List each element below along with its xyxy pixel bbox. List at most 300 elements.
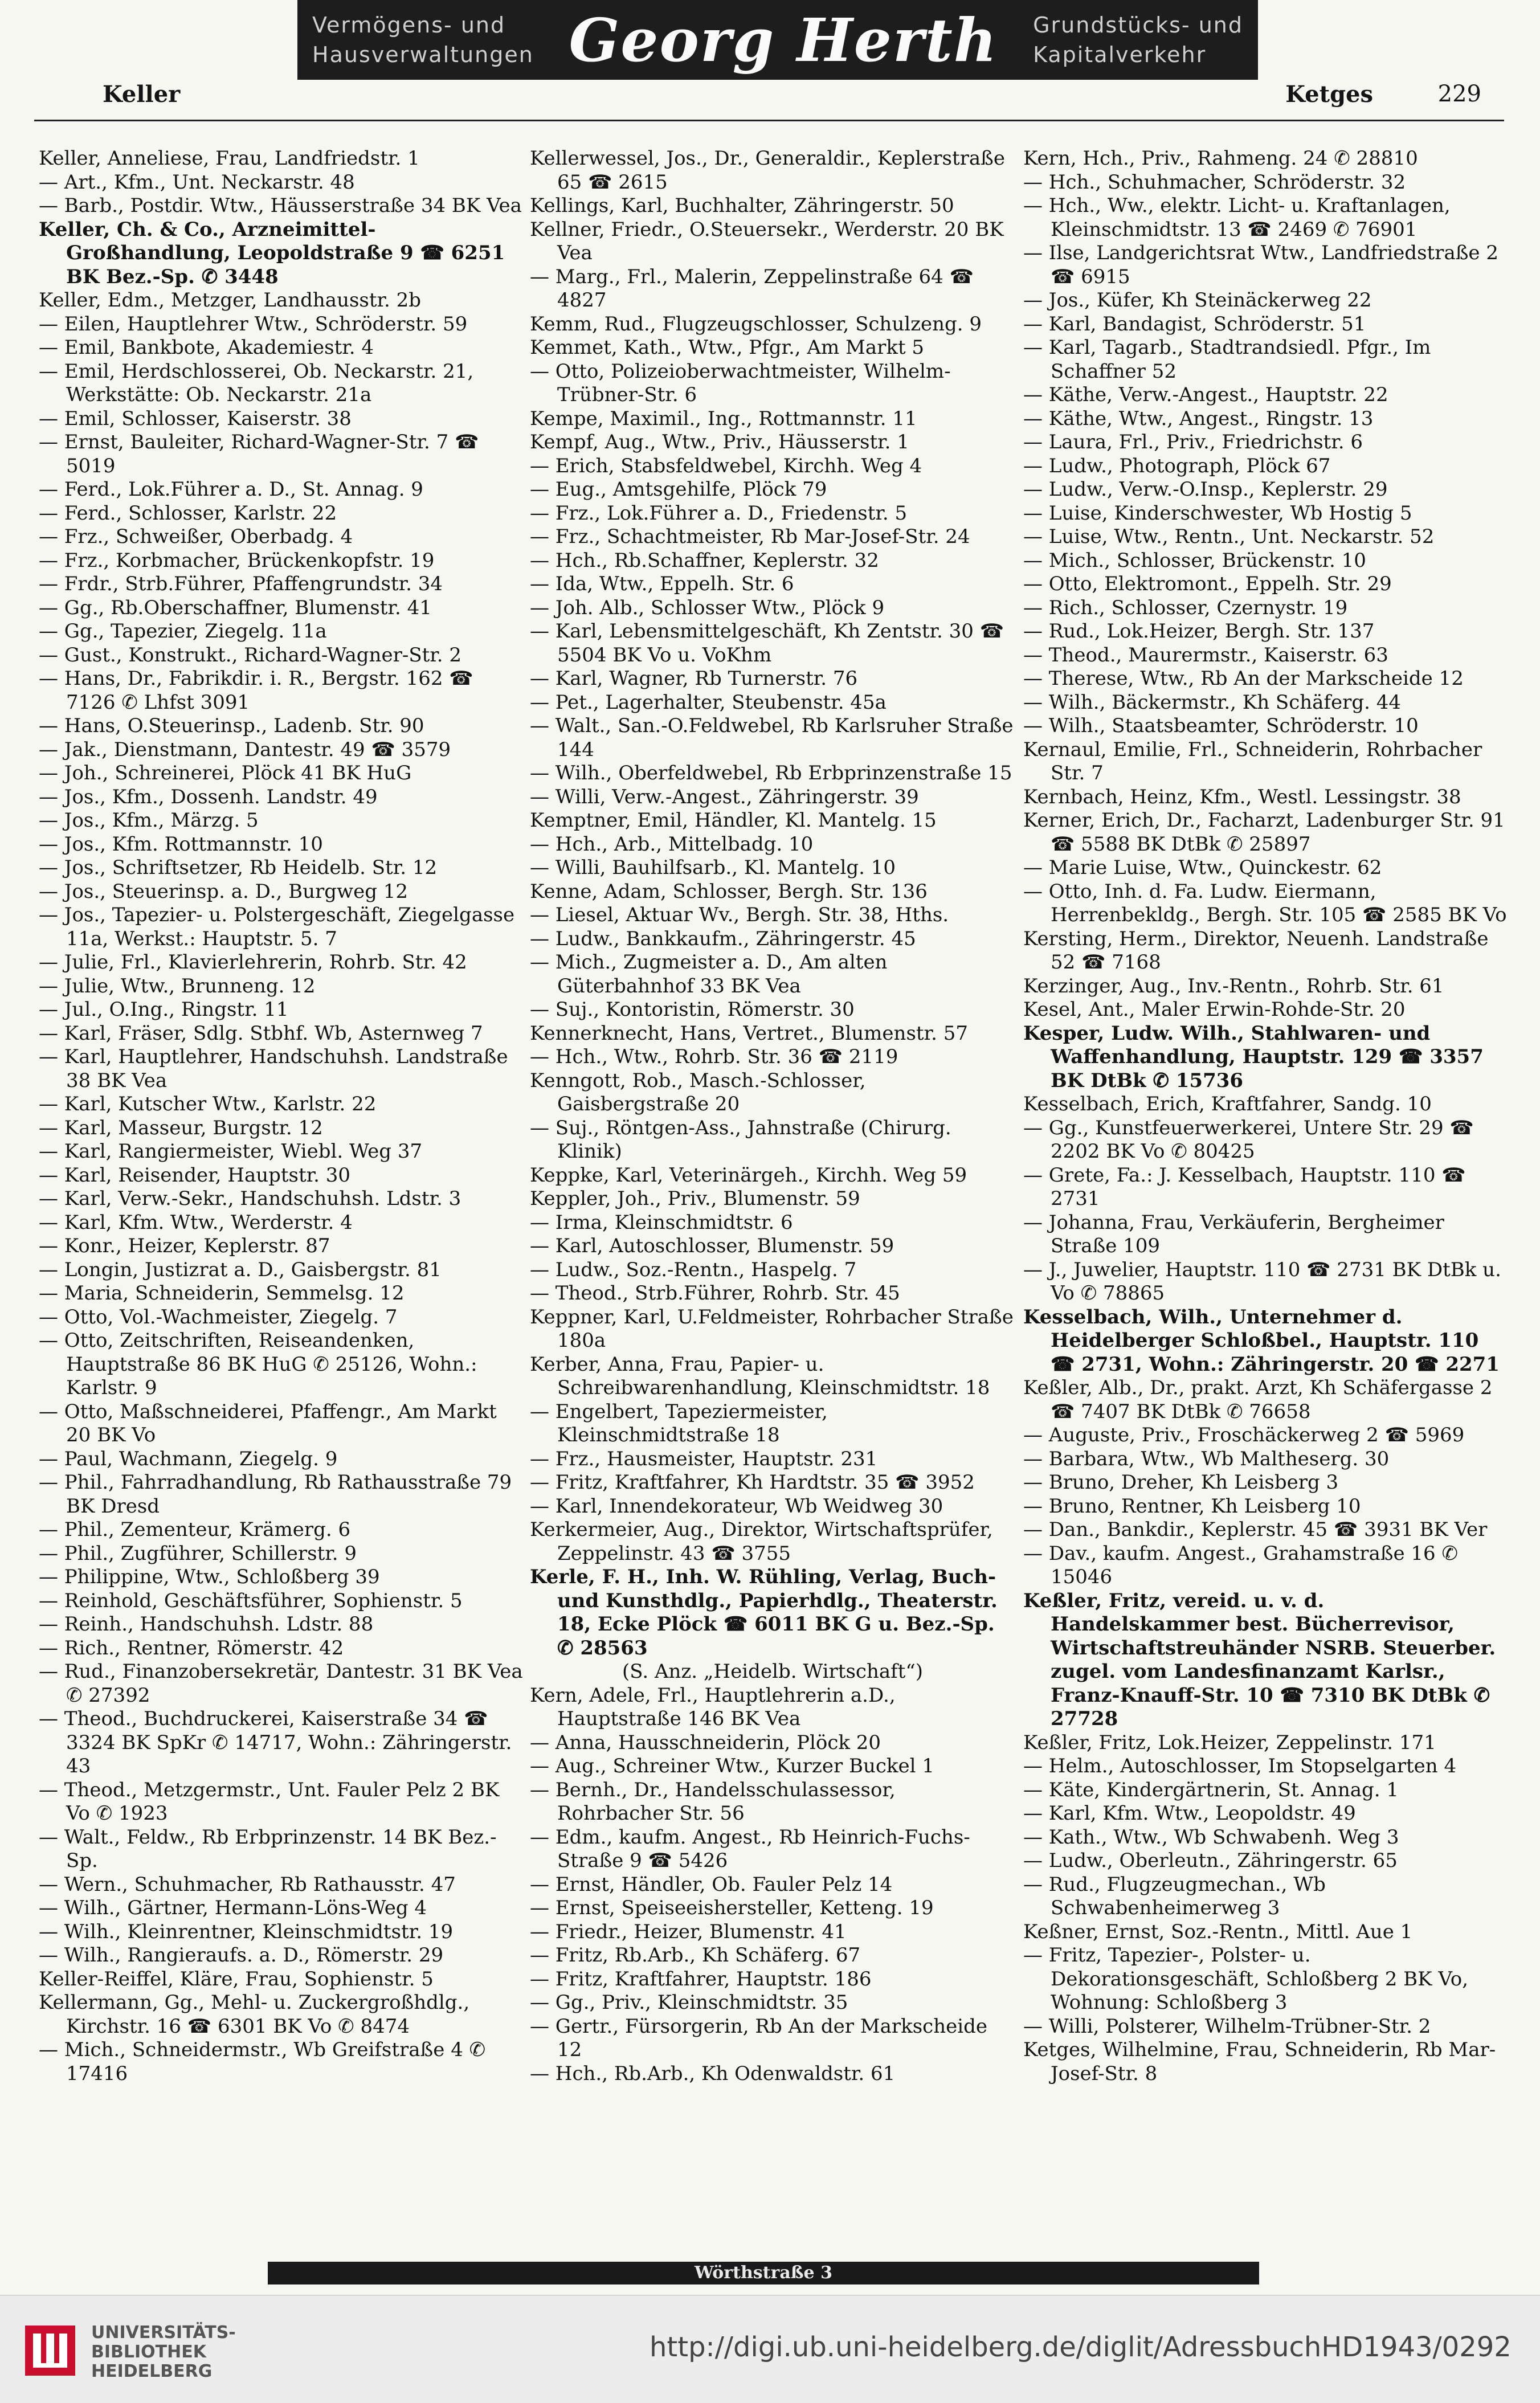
directory-entry-text: — Kath., Wtw., Wb Schwabenh. Weg 3 xyxy=(1023,1825,1399,1849)
directory-entry xyxy=(530,691,1015,715)
directory-entry-text: — Karl, Bandagist, Schröderstr. 51 xyxy=(1023,312,1366,336)
directory-entry xyxy=(530,1660,1015,1684)
directory-entry xyxy=(530,1991,1015,2015)
directory-entry xyxy=(1023,1589,1509,1731)
directory-entry-text: — Frz., Korbmacher, Brückenkopfstr. 19 xyxy=(39,549,435,572)
directory-entry xyxy=(39,1306,524,1330)
directory-entry-text: — Jul., O.Ing., Ringstr. 11 xyxy=(39,998,289,1021)
directory-entry xyxy=(39,1968,524,1992)
directory-entry-text: — Jos., Kfm., Märzg. 5 xyxy=(39,809,259,832)
directory-entry-text: — Jos., Tapezier- u. Polstergeschäft, Ziegelgasse 11a, Werkst.: Hauptstr. 5. 7 xyxy=(39,904,515,950)
directory-entry-text: — Emil, Schlosser, Kaiserstr. 38 xyxy=(39,407,352,430)
directory-entry xyxy=(530,525,1015,549)
directory-entry-text: — Walt., San.-O.Feldwebel, Rb Karlsruher Straße 144 xyxy=(530,714,1014,761)
directory-entry-text: — Helm., Autoschlosser, Im Stopselgarten 4 xyxy=(1023,1755,1457,1777)
directory-entry-text: — Willi, Bauhilfsarb., Kl. Mantelg. 10 xyxy=(530,856,896,879)
directory-entry xyxy=(39,1566,524,1589)
directory-entry xyxy=(1023,242,1509,289)
directory-entry-text: Keßler, Alb., Dr., prakt. Arzt, Kh Schäfergasse 2 ☎ 7407 BK DtBk ✆ 76658 xyxy=(1023,1376,1493,1423)
directory-entry xyxy=(1023,998,1509,1022)
directory-entry-text: — Ernst, Bauleiter, Richard-Wagner-Str. 7 ☎ 5019 xyxy=(39,431,479,477)
directory-entry xyxy=(530,1045,1015,1069)
directory-entry xyxy=(39,1117,524,1141)
directory-entry xyxy=(39,856,524,880)
directory-entry-text: Kesel, Ant., Maler Erwin-Rohde-Str. 20 xyxy=(1023,998,1406,1021)
directory-entry xyxy=(530,1282,1015,1306)
directory-entry xyxy=(39,502,524,526)
directory-entry xyxy=(39,431,524,478)
directory-entry xyxy=(530,1920,1015,1944)
directory-entry xyxy=(39,667,524,714)
directory-entry-text: — Jak., Dienstmann, Dantestr. 49 ☎ 3579 xyxy=(39,738,451,761)
directory-entry-text: Keßler, Fritz, vereid. u. v. d. Handelskammer best. Bücherrevisor, Wirtschaftstreuhänder NSRB. Steuerber. zugel. vom Landesfinanzamt Karlsr., Franz-Knauff-Str. 10 ☎ 7310 BK DtBk ✆ 27728 xyxy=(1023,1589,1496,1730)
column-2 xyxy=(530,147,1015,2086)
directory-entry-text: — Karl, Fräser, Sdlg. Stbhf. Wb, Asternweg 7 xyxy=(39,1021,483,1045)
directory-entry xyxy=(39,360,524,407)
running-head xyxy=(85,74,1498,112)
directory-entry xyxy=(530,2062,1015,2086)
directory-entry xyxy=(39,1826,524,1873)
directory-entry-text: — Ernst, Speiseeishersteller, Ketteng. 19 xyxy=(530,1897,934,1919)
directory-entry-text: — Reinh., Handschuhsh. Ldstr. 88 xyxy=(39,1613,374,1636)
directory-entry-text: — Käte, Kindergärtnerin, St. Annag. 1 xyxy=(1023,1778,1399,1801)
directory-entry-text: — Karl, Autoschlosser, Blumenstr. 59 xyxy=(530,1235,894,1257)
directory-entry-text: Kern, Adele, Frl., Hauptlehrerin a.D., Hauptstraße 146 BK Vea xyxy=(530,1683,896,1730)
column-1 xyxy=(39,147,524,2086)
directory-entry xyxy=(1023,714,1509,738)
directory-entry-text: — Edm., kaufm. Angest., Rb Heinrich-Fuchs-Straße 9 ☎ 5426 xyxy=(530,1825,970,1872)
directory-entry xyxy=(530,1258,1015,1282)
directory-entry xyxy=(1023,1779,1509,1803)
directory-entry-text: — Käthe, Wtw., Angest., Ringstr. 13 xyxy=(1023,407,1374,430)
directory-entry-text: — Gg., Priv., Kleinschmidtstr. 35 xyxy=(530,1991,848,2014)
directory-entry xyxy=(39,407,524,431)
directory-entry-text: — Suj., Kontoristin, Römerstr. 30 xyxy=(530,998,855,1021)
directory-entry xyxy=(530,194,1015,218)
directory-entry xyxy=(530,951,1015,998)
directory-entry-text: Keppler, Joh., Priv., Blumenstr. 59 xyxy=(530,1187,860,1210)
directory-entry xyxy=(1023,1542,1509,1589)
directory-entry xyxy=(530,809,1015,833)
directory-entry-text: — Bruno, Dreher, Kh Leisberg 3 xyxy=(1023,1471,1339,1494)
directory-entry xyxy=(39,1707,524,1779)
directory-entry-text: — Art., Kfm., Unt. Neckarstr. 48 xyxy=(39,170,355,194)
directory-entry-text: — Karl, Kfm. Wtw., Werderstr. 4 xyxy=(39,1211,353,1234)
directory-entry-text: — Theod., Metzgermstr., Unt. Fauler Pelz 2 BK Vo ✆ 1923 xyxy=(39,1778,500,1825)
directory-entry-text: Kellings, Karl, Buchhalter, Zähringerstr. 50 xyxy=(530,194,954,217)
directory-entry xyxy=(530,1897,1015,1920)
directory-entry-text: — Ernst, Händler, Ob. Fauler Pelz 14 xyxy=(530,1873,893,1896)
directory-entry-text: — Theod., Buchdruckerei, Kaiserstraße 34 ☎ 3324 BK SpKr ✆ 14717, Wohn.: Zähringerstr. 43 xyxy=(39,1707,512,1777)
directory-entry xyxy=(39,786,524,810)
directory-entry xyxy=(39,1164,524,1188)
directory-entry xyxy=(39,2038,524,2086)
directory-entry-text: — Ludw., Soz.-Rentn., Haspelg. 7 xyxy=(530,1258,857,1281)
directory-entry-text: — Willi, Verw.-Angest., Zähringerstr. 39 xyxy=(530,785,919,808)
directory-entry xyxy=(39,336,524,360)
directory-entry-text: Kellermann, Gg., Mehl- u. Zuckergroßhdlg., Kirchstr. 16 ☎ 6301 BK Vo ✆ 8474 xyxy=(39,1991,470,2038)
directory-entry-text: Kerzinger, Aug., Inv.-Rentn., Rohrb. Str. 61 xyxy=(1023,974,1444,998)
directory-entry xyxy=(530,1755,1015,1779)
directory-entry-text: — Hch., Schuhmacher, Schröderstr. 32 xyxy=(1023,170,1406,194)
directory-entry xyxy=(39,573,524,596)
directory-entry xyxy=(530,667,1015,691)
directory-entry-text: — Otto, Polizeioberwachtmeister, Wilhelm-Trübner-Str. 6 xyxy=(530,359,951,406)
directory-entry-text: — Wilh., Kleinrentner, Kleinschmidtstr. 19 xyxy=(39,1920,454,1943)
directory-entry-text: — Marie Luise, Wtw., Quinckestr. 62 xyxy=(1023,856,1382,879)
directory-entry xyxy=(39,1258,524,1282)
banner-left-line1: Vermögens- und xyxy=(312,13,506,38)
directory-entry-text: — Barb., Postdir. Wtw., Häusserstraße 34 BK Vea xyxy=(39,194,522,217)
directory-entry-text: — Rud., Lok.Heizer, Bergh. Str. 137 xyxy=(1023,620,1375,643)
directory-entry xyxy=(1023,927,1509,975)
directory-entry xyxy=(39,1613,524,1637)
directory-entry xyxy=(530,573,1015,596)
directory-entry xyxy=(39,1920,524,1944)
directory-entry-text: — Therese, Wtw., Rb An der Markscheide 12 xyxy=(1023,667,1464,690)
directory-entry xyxy=(530,1022,1015,1046)
banner-right-line2: Kapitalverkehr xyxy=(1033,42,1207,67)
directory-entry-text: — Jos., Kfm. Rottmannstr. 10 xyxy=(39,832,323,856)
directory-entry xyxy=(1023,407,1509,431)
directory-entry xyxy=(1023,1920,1509,1944)
directory-entry-text: — Suj., Röntgen-Ass., Jahnstraße (Chirurg. Klinik) xyxy=(530,1116,951,1163)
directory-entry xyxy=(530,1306,1015,1353)
directory-entry xyxy=(530,147,1015,194)
directory-entry xyxy=(39,998,524,1022)
directory-entry-text: — Ferd., Lok.Führer a. D., St. Annag. 9 xyxy=(39,478,423,501)
directory-entry xyxy=(1023,313,1509,337)
directory-entry-text: — Bruno, Rentner, Kh Leisberg 10 xyxy=(1023,1494,1361,1518)
directory-entry xyxy=(530,620,1015,667)
directory-entry xyxy=(39,1991,524,2038)
directory-entry-text: Kern, Hch., Priv., Rahmeng. 24 ✆ 28810 xyxy=(1023,147,1418,170)
directory-entry-text: — Laura, Frl., Priv., Friedrichstr. 6 xyxy=(1023,431,1363,453)
directory-entry xyxy=(39,880,524,904)
directory-entry-text: — Ludw., Bankkaufm., Zähringerstr. 45 xyxy=(530,927,916,950)
directory-entry xyxy=(1023,1849,1509,1873)
banner-right-line1: Grundstücks- und xyxy=(1033,13,1243,38)
directory-entry-text: — Erich, Stabsfeldwebel, Kirchh. Weg 4 xyxy=(530,454,922,477)
directory-entry-text: — Otto, Vol.-Wachmeister, Ziegelg. 7 xyxy=(39,1305,398,1329)
directory-entry xyxy=(1023,1376,1509,1424)
directory-entry-text: — Ilse, Landgerichtsrat Wtw., Landfriedstraße 2 ☎ 6915 xyxy=(1023,242,1498,288)
directory-entry xyxy=(530,1400,1015,1448)
directory-entry-text: — Eug., Amtsgehilfe, Plöck 79 xyxy=(530,478,827,501)
directory-entry xyxy=(530,1944,1015,1968)
directory-entry-text: — Ludw., Photograph, Plöck 67 xyxy=(1023,454,1331,477)
directory-entry-text: Kesselbach, Wilh., Unternehmer d. Heidelberger Schloßbel., Hauptstr. 110 ☎ 2731, Wohn.: Zähringerstr. 20 ☎ 2271 xyxy=(1023,1305,1500,1376)
directory-entry xyxy=(1023,1826,1509,1850)
directory-entry-text: Keppner, Karl, U.Feldmeister, Rohrbacher Straße 180a xyxy=(530,1305,1014,1352)
directory-entry xyxy=(530,1566,1015,1660)
directory-entry-text: Kernaul, Emilie, Frl., Schneiderin, Rohrbacher Str. 7 xyxy=(1023,738,1482,784)
directory-entry-text: — Karl, Rangiermeister, Wiebl. Weg 37 xyxy=(39,1140,423,1163)
directory-entry xyxy=(39,1779,524,1826)
directory-entry-text: — Joh. Alb., Schlosser Wtw., Plöck 9 xyxy=(530,596,885,619)
directory-entry xyxy=(530,1069,1015,1117)
directory-entry xyxy=(39,975,524,999)
directory-entry-text: — Hans, O.Steuerinsp., Ladenb. Str. 90 xyxy=(39,714,424,737)
directory-entry-text: Kempe, Maximil., Ing., Rottmannstr. 11 xyxy=(530,407,917,430)
directory-entry-text: — Rud., Flugzeugmechan., Wb Schwabenheimerweg 3 xyxy=(1023,1873,1326,1919)
directory-entry-text: — Paul, Wachmann, Ziegelg. 9 xyxy=(39,1447,338,1470)
directory-entry xyxy=(39,313,524,337)
directory-entry xyxy=(1023,383,1509,407)
directory-entry xyxy=(39,549,524,573)
directory-entry-text: — Reinhold, Geschäftsführer, Sophienstr. 5 xyxy=(39,1589,463,1612)
directory-entry xyxy=(530,833,1015,857)
directory-entry-text: — Joh., Schreinerei, Plöck 41 BK HuG xyxy=(39,762,412,784)
source-url-link[interactable]: http://digi.ub.uni-heidelberg.de/diglit/AdressbuchHD1943/0292 xyxy=(650,2331,1512,2363)
library-name-line2: BIBLIOTHEK xyxy=(91,2342,206,2362)
directory-entry xyxy=(39,1022,524,1046)
directory-entry-text: Keller, Ch. & Co., Arzneimittel-Großhandlung, Leopoldstraße 9 ☎ 6251 BK Bez.-Sp. ✆ 3448 xyxy=(39,218,505,288)
directory-entry xyxy=(530,455,1015,479)
directory-entry-text: — Karl, Hauptlehrer, Handschuhsh. Landstraße 38 BK Vea xyxy=(39,1045,508,1092)
directory-entry-text: — Friedr., Heizer, Blumenstr. 41 xyxy=(530,1920,847,1943)
directory-entry-text: Keßner, Ernst, Soz.-Rentn., Mittl. Aue 1 xyxy=(1023,1920,1413,1943)
directory-entry-text: — Fritz, Kraftfahrer, Kh Hardtstr. 35 ☎ 3952 xyxy=(530,1471,975,1494)
directory-entry-text: — Frdr., Strb.Führer, Pfaffengrundstr. 34 xyxy=(39,573,443,595)
directory-entry-text: — Hans, Dr., Fabrikdir. i. R., Bergstr. 162 ☎ 7126 ✆ Lhfst 3091 xyxy=(39,667,473,714)
directory-entry xyxy=(1023,1731,1509,1755)
directory-entry xyxy=(1023,147,1509,171)
directory-entry xyxy=(530,407,1015,431)
column-3 xyxy=(1023,147,1509,2086)
directory-entry xyxy=(530,1684,1015,1731)
directory-entry xyxy=(39,1471,524,1518)
directory-entry-text: Keller, Anneliese, Frau, Landfriedstr. 1 xyxy=(39,147,420,170)
directory-entry xyxy=(39,1282,524,1306)
directory-entry-text: — Otto, Maßschneiderei, Pfaffengr., Am Markt 20 BK Vo xyxy=(39,1400,497,1446)
directory-entry xyxy=(1023,596,1509,620)
directory-entry xyxy=(1023,1448,1509,1472)
directory-entry-text: — Rich., Rentner, Römerstr. 42 xyxy=(39,1636,344,1660)
directory-entry xyxy=(1023,171,1509,195)
directory-entry xyxy=(39,1400,524,1448)
directory-entry-text: — Auguste, Priv., Froschäckerweg 2 ☎ 5969 xyxy=(1023,1424,1465,1446)
directory-entry xyxy=(1023,1944,1509,2015)
directory-entry xyxy=(39,620,524,644)
directory-entry-text: — Maria, Schneiderin, Semmelsg. 12 xyxy=(39,1282,405,1305)
directory-entry-text: — Frz., Schachtmeister, Rb Mar-Josef-Str. 24 xyxy=(530,525,970,548)
directory-entry xyxy=(530,431,1015,455)
directory-entry-text: — Hch., Rb.Arb., Kh Odenwaldstr. 61 xyxy=(530,2062,896,2085)
directory-entry xyxy=(1023,786,1509,810)
directory-entry xyxy=(530,1448,1015,1472)
directory-entry-text: — Engelbert, Tapeziermeister, Kleinschmidtstraße 18 xyxy=(530,1400,828,1446)
directory-entry xyxy=(1023,455,1509,479)
directory-entry-text: Kemptner, Emil, Händler, Kl. Mantelg. 15 xyxy=(530,809,937,832)
directory-entry xyxy=(1023,975,1509,999)
directory-entry xyxy=(39,525,524,549)
directory-entry-text: — Dan., Bankdir., Keplerstr. 45 ☎ 3931 BK Ver xyxy=(1023,1518,1488,1541)
directory-entry-text: — Irma, Kleinschmidtstr. 6 xyxy=(530,1211,793,1234)
directory-entry xyxy=(1023,573,1509,596)
directory-entry-text: — Karl, Wagner, Rb Turnerstr. 76 xyxy=(530,667,858,690)
directory-entry-text: Kempf, Aug., Wtw., Priv., Häusserstr. 1 xyxy=(530,431,909,453)
directory-entry xyxy=(530,1235,1015,1258)
directory-entry-text: — Frz., Schweißer, Oberbadg. 4 xyxy=(39,525,353,548)
directory-entry xyxy=(1023,502,1509,526)
directory-entry-text: Kellner, Friedr., O.Steuersekr., Werderstr. 20 BK Vea xyxy=(530,218,1004,264)
directory-entry-text: — Mich., Zugmeister a. D., Am alten Güterbahnhof 33 BK Vea xyxy=(530,951,888,998)
directory-entry xyxy=(39,147,524,171)
directory-entry-text: — Frz., Hausmeister, Hauptstr. 231 xyxy=(530,1447,878,1470)
directory-entry-text: — Hch., Ww., elektr. Licht- u. Kraftanlagen, Kleinschmidtstr. 13 ☎ 2469 ✆ 76901 xyxy=(1023,194,1451,241)
directory-entry-text: — Otto, Zeitschriften, Reiseandenken, Hauptstraße 86 BK HuG ✆ 25126, Wohn.: Karlstr. 9 xyxy=(39,1329,477,1399)
directory-entry-text: — Karl, Kfm. Wtw., Leopoldstr. 49 xyxy=(1023,1802,1356,1825)
banner-right-text xyxy=(1033,10,1243,70)
directory-entry xyxy=(530,218,1015,265)
directory-entry xyxy=(1023,1211,1509,1258)
directory-entry-text: — J., Juwelier, Hauptstr. 110 ☎ 2731 BK DtBk u. Vo ✆ 78865 xyxy=(1023,1258,1501,1305)
directory-entry-text: — Ida, Wtw., Eppelh. Str. 6 xyxy=(530,573,794,595)
directory-entry xyxy=(39,833,524,857)
directory-entry-text: — Karl, Kutscher Wtw., Karlstr. 22 xyxy=(39,1093,377,1115)
directory-entry xyxy=(39,1235,524,1258)
directory-entry-text: — Rud., Finanzobersekretär, Dantestr. 31 BK Vea ✆ 27392 xyxy=(39,1660,523,1707)
directory-entry xyxy=(39,1897,524,1920)
running-head-left: Keller xyxy=(103,81,181,108)
directory-entry xyxy=(1023,1424,1509,1448)
directory-entry-text: — Dav., kaufm. Angest., Grahamstraße 16 ✆ 15046 xyxy=(1023,1542,1458,1588)
directory-entry xyxy=(39,478,524,502)
directory-entry xyxy=(1023,289,1509,313)
directory-entry xyxy=(39,738,524,762)
directory-entry xyxy=(1023,1164,1509,1211)
directory-entry-text: — Ludw., Verw.-O.Insp., Keplerstr. 29 xyxy=(1023,478,1388,501)
directory-entry-text: — Fritz, Rb.Arb., Kh Schäferg. 67 xyxy=(530,1944,861,1967)
directory-entry-text: Keßler, Fritz, Lok.Heizer, Zeppelinstr. 171 xyxy=(1023,1731,1436,1754)
directory-entry xyxy=(39,809,524,833)
directory-entry xyxy=(39,1140,524,1164)
directory-entry xyxy=(1023,431,1509,455)
directory-entry xyxy=(1023,1873,1509,1920)
directory-entry-text: — Luise, Wtw., Rentn., Unt. Neckarstr. 52 xyxy=(1023,525,1435,548)
directory-entry-text: — Wilh., Gärtner, Hermann-Löns-Weg 4 xyxy=(39,1897,427,1919)
directory-entry-text: — Hch., Wtw., Rohrb. Str. 36 ☎ 2119 xyxy=(530,1045,898,1068)
directory-entry-text: — Fritz, Kraftfahrer, Hauptstr. 186 xyxy=(530,1967,872,1991)
directory-entry-text: — Julie, Frl., Klavierlehrerin, Rohrb. Str. 42 xyxy=(39,951,467,974)
directory-entry-text: Ketges, Wilhelmine, Frau, Schneiderin, Rb Mar-Josef-Str. 8 xyxy=(1023,2038,1496,2085)
directory-entry xyxy=(530,1826,1015,1873)
directory-entry-text: Kellerwessel, Jos., Dr., Generaldir., Keplerstraße 65 ☎ 2615 xyxy=(530,147,1005,194)
directory-entry-text: — Karl, Masseur, Burgstr. 12 xyxy=(39,1116,323,1139)
directory-entry xyxy=(39,1518,524,1542)
directory-entry xyxy=(39,289,524,313)
directory-entry-text: — Willi, Polsterer, Wilhelm-Trübner-Str. 2 xyxy=(1023,2014,1431,2038)
directory-entry xyxy=(39,1589,524,1613)
directory-entry-text: Keppke, Karl, Veterinärgeh., Kirchh. Weg 59 xyxy=(530,1163,967,1187)
directory-entry xyxy=(530,1968,1015,1992)
directory-entry xyxy=(39,1637,524,1661)
page-number: 229 xyxy=(1437,81,1481,107)
directory-entry-text: — Johanna, Frau, Verkäuferin, Bergheimer Straße 109 xyxy=(1023,1211,1444,1257)
directory-entry-text: — Gertr., Fürsorgerin, Rb An der Markscheide 12 xyxy=(530,2014,987,2061)
directory-entry-text: Kersting, Herm., Direktor, Neuenh. Landstraße 52 ☎ 7168 xyxy=(1023,927,1489,974)
directory-entry-text: — Jos., Schriftsetzer, Rb Heidelb. Str. 12 xyxy=(39,856,438,879)
banner-brand: Georg Herth xyxy=(569,5,998,75)
directory-entry xyxy=(530,786,1015,810)
directory-entry xyxy=(1023,336,1509,383)
directory-entry-text: — Käthe, Verw.-Angest., Hauptstr. 22 xyxy=(1023,383,1388,406)
directory-entry xyxy=(1023,667,1509,691)
directory-entry-text: — Ferd., Schlosser, Karlstr. 22 xyxy=(39,501,337,525)
directory-entry xyxy=(530,596,1015,620)
directory-entry-text: Kerber, Anna, Frau, Papier- u. Schreibwarenhandlung, Kleinschmidtstr. 18 xyxy=(530,1352,990,1399)
directory-entry xyxy=(530,1164,1015,1188)
directory-entry-text: — Wilh., Bäckermstr., Kh Schäferg. 44 xyxy=(1023,690,1401,714)
directory-entry-text: — Jos., Küfer, Kh Steinäckerweg 22 xyxy=(1023,289,1372,312)
directory-entry xyxy=(39,1093,524,1117)
directory-entry-text: — Wilh., Oberfeldwebel, Rb Erbprinzenstraße 15 xyxy=(530,762,1012,784)
directory-entry xyxy=(1023,525,1509,549)
directory-entry xyxy=(1023,620,1509,644)
running-head-right: Ketges xyxy=(1285,81,1373,108)
directory-entry xyxy=(39,1211,524,1235)
directory-entry xyxy=(1023,1518,1509,1542)
directory-entry-text: — Karl, Innendekorateur, Wb Weidweg 30 xyxy=(530,1494,943,1518)
directory-entry xyxy=(530,2015,1015,2062)
directory-entry-text: — Anna, Hausschneiderin, Plöck 20 xyxy=(530,1731,881,1754)
directory-entry xyxy=(1023,1802,1509,1826)
directory-entry-text: — Marg., Frl., Malerin, Zeppelinstraße 64 ☎ 4827 xyxy=(530,265,974,312)
directory-entry xyxy=(1023,1093,1509,1117)
directory-entry-text: — Wilh., Rangieraufs. a. D., Römerstr. 29 xyxy=(39,1944,444,1967)
directory-entry xyxy=(1023,738,1509,786)
directory-entry xyxy=(1023,691,1509,715)
directory-entry xyxy=(1023,549,1509,573)
directory-entry xyxy=(530,360,1015,407)
directory-entry xyxy=(1023,2015,1509,2039)
directory-entry xyxy=(530,502,1015,526)
directory-entry xyxy=(1023,1117,1509,1164)
directory-entry-text: — Emil, Herdschlosserei, Ob. Neckarstr. 21, Werkstätte: Ob. Neckarstr. 21a xyxy=(39,359,474,406)
directory-entry-text: Kenngott, Rob., Masch.-Schlosser, Gaisbergstraße 20 xyxy=(530,1069,866,1115)
directory-entry-text: — Eilen, Hauptlehrer Wtw., Schröderstr. 59 xyxy=(39,312,468,336)
directory-entry xyxy=(530,478,1015,502)
directory-entry xyxy=(530,1471,1015,1495)
directory-entry xyxy=(530,336,1015,360)
directory-entry-text: — Hch., Rb.Schaffner, Keplerstr. 32 xyxy=(530,549,879,572)
directory-entry xyxy=(39,1542,524,1566)
directory-entry xyxy=(530,1117,1015,1164)
directory-entry xyxy=(530,1731,1015,1755)
directory-entry xyxy=(530,904,1015,927)
directory-entry xyxy=(39,644,524,668)
header-rule xyxy=(34,120,1504,121)
directory-entry xyxy=(530,549,1015,573)
directory-entry xyxy=(1023,644,1509,668)
directory-entry xyxy=(39,218,524,289)
directory-entry-text: — Philippine, Wtw., Schloßberg 39 xyxy=(39,1566,380,1588)
directory-entry-text: — Karl, Verw.-Sekr., Handschuhsh. Ldstr. 3 xyxy=(39,1187,461,1210)
directory-entry xyxy=(530,762,1015,786)
directory-entry-text: — Fritz, Tapezier-, Polster- u. Dekorationsgeschäft, Schloßberg 2 BK Vo, Wohnung: Schloßberg 3 xyxy=(1023,1944,1469,2014)
directory-entry-text: — Longin, Justizrat a. D., Gaisbergstr. 81 xyxy=(39,1258,442,1281)
directory-entry xyxy=(530,998,1015,1022)
directory-entry xyxy=(1023,1022,1509,1093)
directory-entry-text: — Theod., Maurermstr., Kaiserstr. 63 xyxy=(1023,643,1388,667)
banner-left-line2: Hausverwaltungen xyxy=(312,42,534,67)
directory-entry xyxy=(1023,880,1509,927)
directory-entry xyxy=(530,880,1015,904)
directory-entry-text: — Gg., Rb.Oberschaffner, Blumenstr. 41 xyxy=(39,596,432,619)
directory-entry-text: — Gg., Tapezier, Ziegelg. 11a xyxy=(39,620,327,643)
directory-entry xyxy=(39,1187,524,1211)
